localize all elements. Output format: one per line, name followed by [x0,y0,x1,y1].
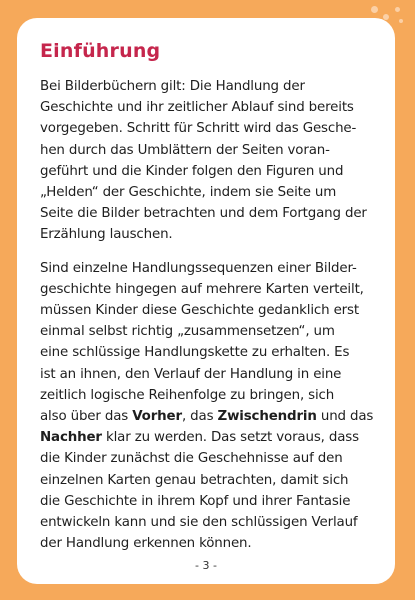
page-title: Einführung [40,40,161,62]
text-line: Geschichte und ihr zeitlicher Ablauf sind bereits [40,100,354,116]
emphasis-nachher: Nachher [40,430,102,446]
text-line: ist an ihnen, den Verlauf der Handlung in eine [40,366,342,382]
text-run: und das [316,409,374,425]
text-line [40,427,375,448]
text-run: also über das [40,409,133,425]
text-line: hen durch das Umblättern der Seiten voran- [40,142,330,158]
text-line: geschichte hingegen auf mehrere Karten verteilt, [40,281,364,297]
text-line: einmal selbst richtig „zusammensetzen“, um [40,324,335,340]
text-line: müssen Kinder diese Geschichte gedanklich erst [40,303,359,319]
text-line: Erzählung lauschen. [40,227,173,243]
text-line: entwickeln kann und sie den schlüssigen Verlauf [40,515,358,531]
dot [395,7,400,12]
intro-paragraph-1 [40,76,375,246]
emphasis-vorher: Vorher [132,409,182,425]
text-line: vorgegeben. Schritt für Schritt wird das Gesche- [40,121,357,137]
page-number: - 3 - [195,559,217,572]
content-card [17,18,395,584]
text-line [40,406,375,427]
text-line: die Geschichte in ihrem Kopf und ihrer Fantasie [40,493,351,509]
text-run: , das [181,409,218,425]
text-line: der Handlung erkennen können. [40,536,252,552]
dot [371,6,378,13]
text-line: Bei Bilderbüchern gilt: Die Handlung der [40,79,305,94]
text-line: Seite die Bilder betrachten und dem Fortgang der [40,206,367,222]
text-line: eine schlüssige Handlungskette zu erhalten. Es [40,345,350,361]
text-line: Sind einzelne Handlungssequenzen einer Bilder- [40,260,357,276]
text-line: einzelnen Karten genau betrachten, damit sich [40,472,349,488]
text-run: klar zu werden. Das setzt voraus, dass [101,430,359,446]
text-line: zeitlich logische Reihenfolge zu bringen, sich [40,387,335,403]
text-line: „Helden“ der Geschichte, indem sie Seite um [40,185,337,201]
text-line: die Kinder zunächst die Geschehnisse auf den [40,451,343,467]
emphasis-zwischendrin: Zwischendrin [217,409,317,425]
dot [399,19,403,23]
text-line: geführt und die Kinder folgen den Figuren und [40,163,344,179]
intro-paragraph-2 [40,258,375,555]
